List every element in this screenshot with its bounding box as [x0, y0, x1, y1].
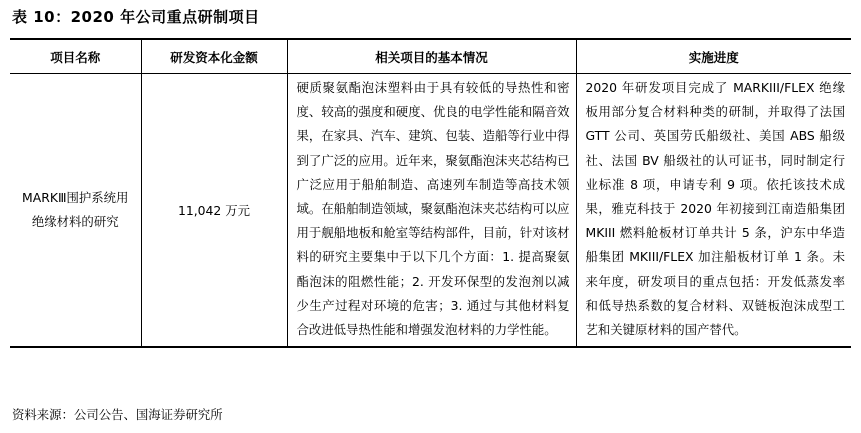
cell-amount: 11,042 万元 [141, 74, 287, 348]
header-capitalized-amount: 研发资本化金额 [141, 40, 287, 74]
table-row [10, 74, 851, 348]
projects-table [10, 40, 851, 348]
header-description: 相关项目的基本情况 [287, 40, 576, 74]
cell-progress: 2020 年研发项目完成了 MARKIII/FLEX 绝缘板用部分复合材料种类的研制，并取得了法国 GTT 公司、英国劳氏船级社、美国 ABS 船级社、法国 BV 船级社的认可证书，同时制定行业标准 8 项，申请专利 9 项。依托该技术成果，雅克科技于 2020 年初接到江南造船集团 MKIII 燃料舱板材订单共计 5 条，沪东中华造船集团 MKIII/FLEX 加注船板材订单 1 条。未来年度，研发项目的重点包括：开发低蒸发率和低导热系数的复合材料、双链板泡沫成型工艺和关键原材料的国产替代。 [576, 74, 851, 348]
header-progress: 实施进度 [576, 40, 851, 74]
header-project-name: 项目名称 [10, 40, 141, 74]
table-header-row [10, 40, 851, 74]
cell-description: 硬质聚氨酯泡沫塑料由于具有较低的导热性和密度、较高的强度和硬度、优良的电学性能和隔音效果，在家具、汽车、建筑、包装、造船等行业中得到了广泛的应用。近年来，聚氨酯泡沫夹芯结构已广泛应用于船舶制造、高速列车制造等高技术领域。在船舶制造领域，聚氨酯泡沫夹芯结构可以应用于舰船地板和舱室等结构部件，目前，针对该材料的研究主要集中于以下几个方面：1. 提高聚氨酯泡沫的阻燃性能；2. 开发环保型的发泡剂以减少生产过程对环境的危害；3. 通过与其他材料复合改进低导热性能和增强发泡材料的力学性能。 [287, 74, 576, 348]
source-note: 资料来源：公司公告、国海证券研究所 [12, 407, 223, 422]
cell-project-name: MARKⅢ围护系统用绝缘材料的研究 [10, 74, 141, 348]
table-title: 表 10：2020 年公司重点研制项目 [12, 8, 260, 26]
